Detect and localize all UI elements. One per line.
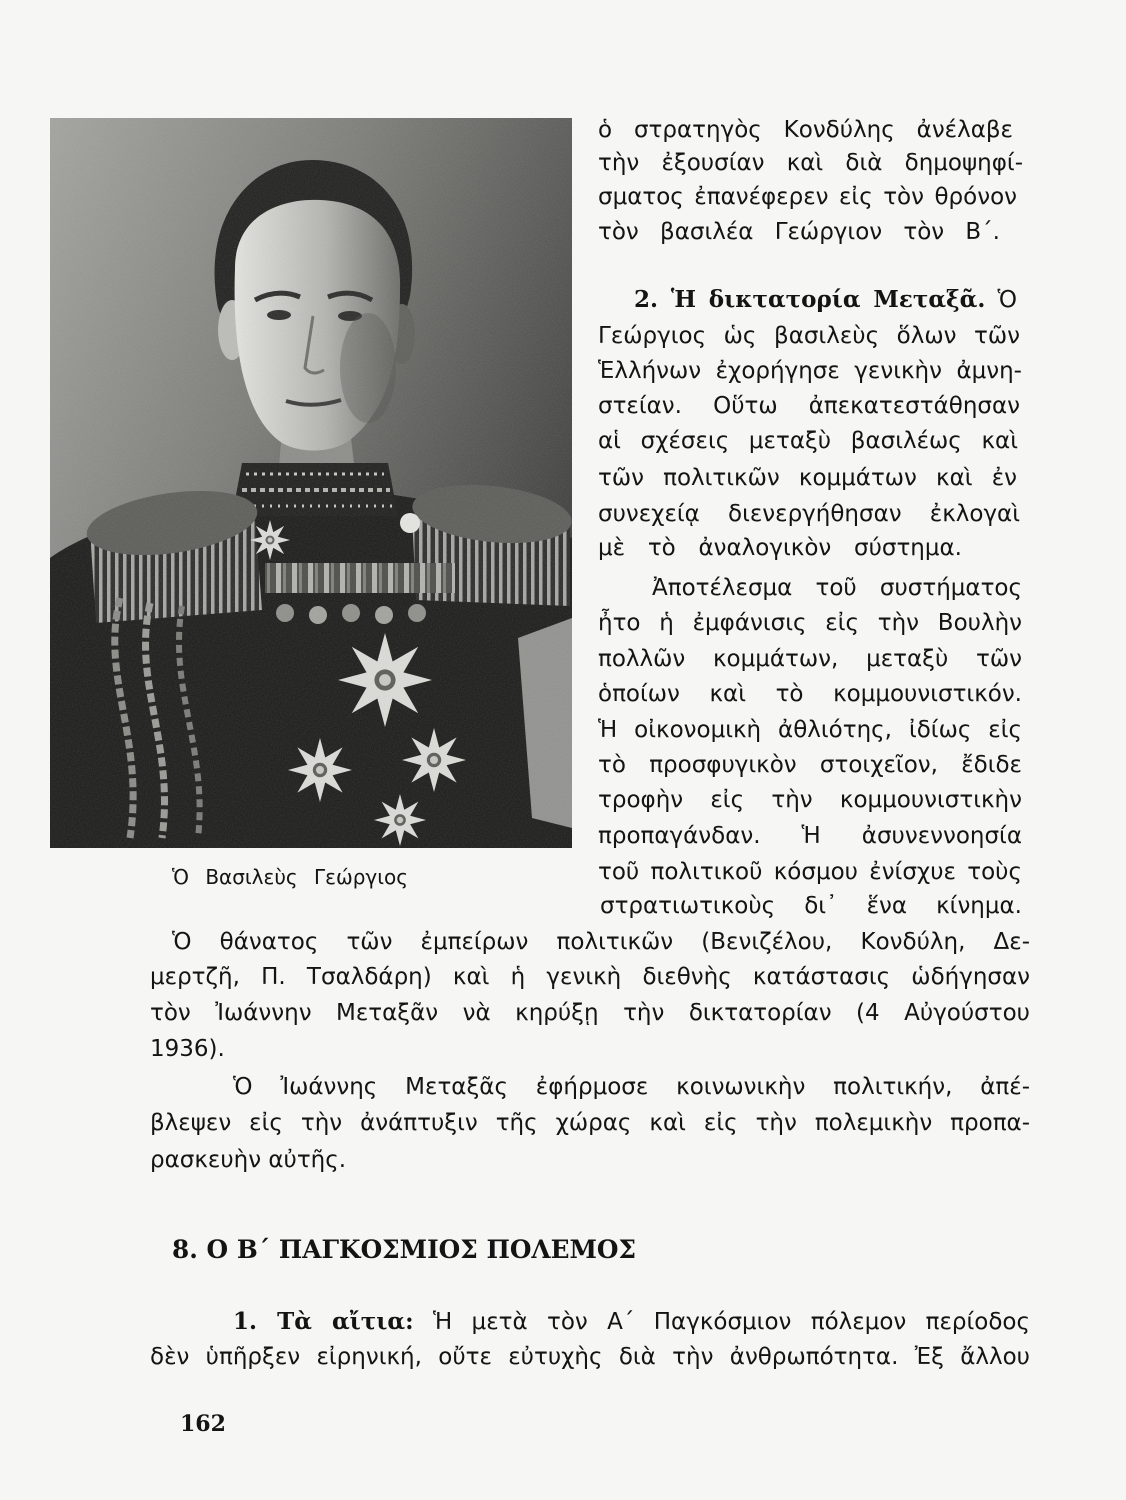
section-2-line: πολλῶν κομμάτων, μεταξὺ τῶν xyxy=(598,646,1022,672)
subsection-1-label: 1. Τὰ αἴτια: xyxy=(233,1308,414,1335)
intro-line: τὴν ἐξουσίαν καὶ διὰ δημοψηφί- xyxy=(598,150,1023,176)
section-2-heading-line xyxy=(634,283,1017,317)
section-2-line: τῶν πολιτικῶν κομμάτων καὶ ἐν xyxy=(598,465,1017,491)
page-number: 162 xyxy=(180,1411,226,1437)
section-2-line: ἦτο ἡ ἐμφάνισις εἰς τὴν Βουλὴν xyxy=(598,610,1022,636)
paragraph-line: δὲν ὑπῆρξεν εἰρηνική, οὔτε εὐτυχὴς διὰ τὴν ἀνθρωπότητα. Ἐξ ἄλλου xyxy=(150,1344,1030,1370)
section-2-line: τὸ προσφυγικὸν στοιχεῖον, ἔδιδε xyxy=(598,752,1022,778)
paragraph-line: μερτζῆ, Π. Τσαλδάρη) καὶ ἡ γενικὴ διεθνὴς κατάστασις ὡδήγησαν xyxy=(150,964,1030,990)
section-2-line: προπαγάνδαν. Ἡ ἀσυνεννοησία xyxy=(598,823,1022,849)
section-2-line: Γεώργιος ὡς βασιλεὺς ὅλων τῶν xyxy=(598,323,1020,349)
section-2-line: ὁποίων καὶ τὸ κομμουνιστικόν. xyxy=(598,681,1022,707)
paragraph-line: ρασκευὴν αὐτῆς. xyxy=(150,1147,347,1173)
paragraph-line: Ὁ Ἰωάννης Μεταξᾶς ἐφήρμοσε κοινωνικὴν πολιτικήν, ἀπέ- xyxy=(233,1074,1030,1100)
subsection-1-first-line xyxy=(233,1305,1030,1339)
section-2-line: στρατιωτικοὺς δι᾿ ἕνα κίνημα. xyxy=(600,893,1022,919)
paragraph-line: τὸν Ἰωάννην Μεταξᾶν νὰ κηρύξῃ τὴν δικτατορίαν (4 Αὐγούστου xyxy=(150,1000,1030,1026)
section-2-line: συνεχείᾳ διενεργήθησαν ἐκλογαὶ xyxy=(598,501,1020,527)
section-2-heading: 2. Ἡ δικτατορία Μεταξᾶ. xyxy=(634,286,986,313)
section-2-heading-rest: Ὁ xyxy=(997,287,1017,313)
section-2-line: Ἑλλήνων ἐχορήγησε γενικὴν ἀμνη- xyxy=(598,358,1022,384)
chapter-heading: 8. Ο Β΄ ΠΑΓΚΟΣΜΙΟΣ ΠΟΛΕΜΟΣ xyxy=(172,1235,636,1264)
subsection-1-text: Ἡ μετὰ τὸν Α΄ Παγκόσμιον πόλεμον περίοδος xyxy=(432,1309,1030,1335)
paragraph-line: 1936). xyxy=(150,1036,225,1062)
portrait-photo xyxy=(50,118,572,848)
section-2-line: τοῦ πολιτικοῦ κόσμου ἐνίσχυε τοὺς xyxy=(598,859,1022,885)
intro-line: σματος ἐπανέφερεν εἰς τὸν θρόνον xyxy=(598,184,1017,210)
intro-line: ὁ στρατηγὸς Κονδύλης ἀνέλαβε xyxy=(598,117,1013,143)
section-2-line: μὲ τὸ ἀναλογικὸν σύστημα. xyxy=(598,535,962,561)
section-2-line: στείαν. Οὕτω ἀπεκατεστάθησαν xyxy=(598,393,1020,419)
paragraph-line: βλεψεν εἰς τὴν ἀνάπτυξιν τῆς χώρας καὶ εἰς τὴν πολεμικὴν προπα- xyxy=(150,1110,1030,1136)
intro-line: τὸν βασιλέα Γεώργιον τὸν Β΄. xyxy=(598,219,1000,245)
section-2-line: Ἡ οἰκονομικὴ ἀθλιότης, ἰδίως εἰς xyxy=(598,717,1022,743)
photo-grain xyxy=(50,118,572,848)
section-2-line: τροφὴν εἰς τὴν κομμουνιστικὴν xyxy=(598,787,1022,813)
paragraph-line: Ὁ θάνατος τῶν ἐμπείρων πολιτικῶν (Βενιζέλου, Κονδύλη, Δε- xyxy=(172,929,1030,955)
section-2-line: Ἀποτέλεσμα τοῦ συστήματος xyxy=(652,575,1022,601)
section-2-line: αἱ σχέσεις μεταξὺ βασιλέως καὶ xyxy=(598,428,1018,454)
photo-caption: Ὁ Βασιλεὺς Γεώργιος xyxy=(172,865,408,889)
